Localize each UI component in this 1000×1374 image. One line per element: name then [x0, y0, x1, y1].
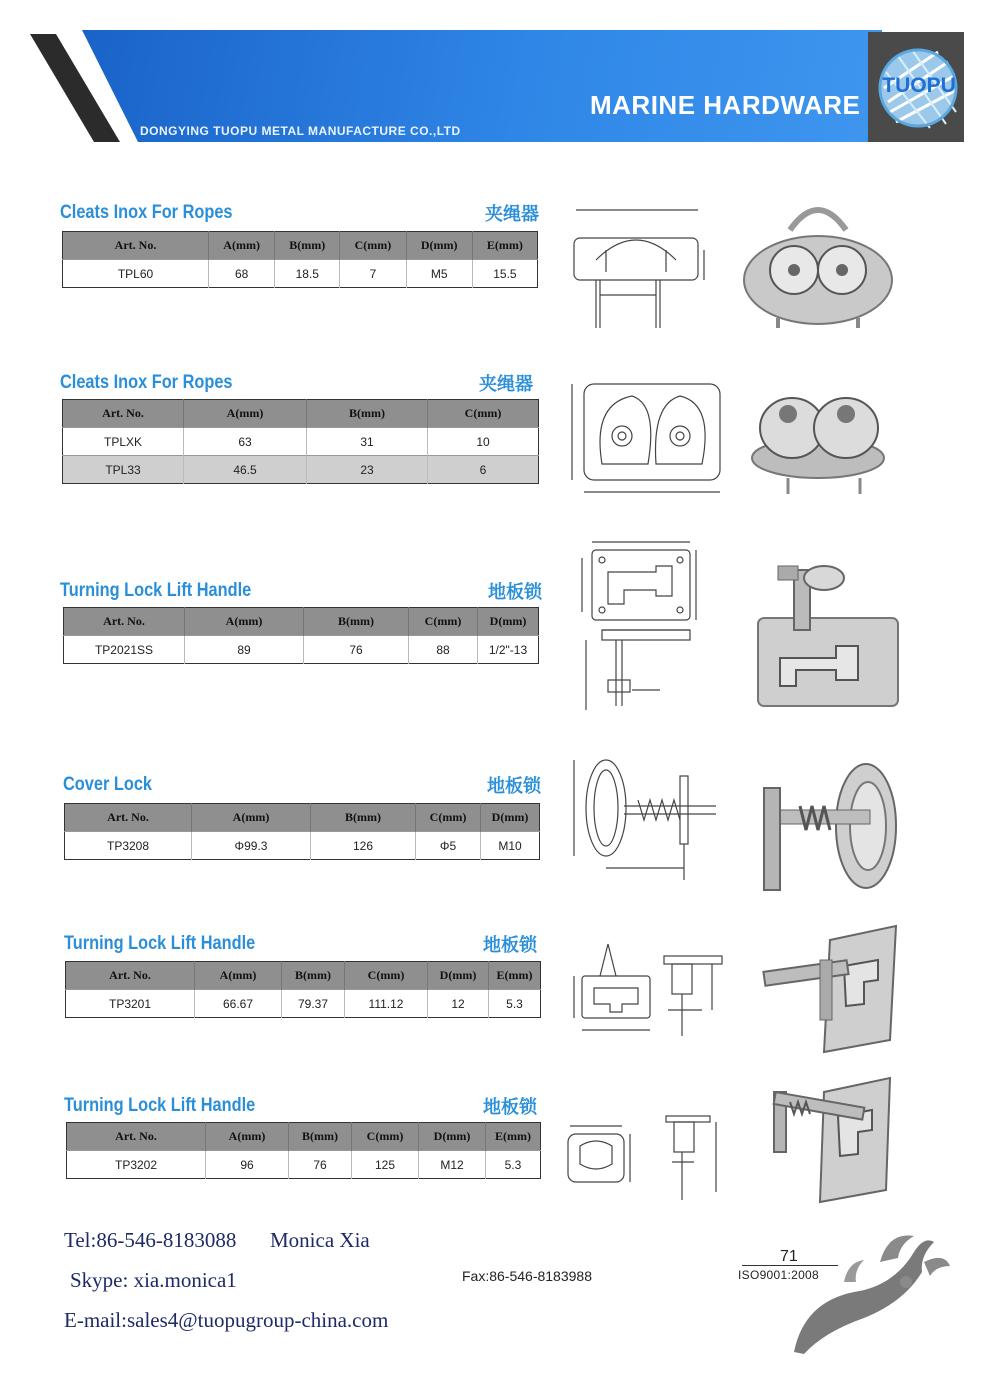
- col-header: A(mm): [184, 400, 307, 428]
- col-header: B(mm): [282, 962, 345, 990]
- col-header: C(mm): [340, 232, 406, 260]
- table-cell: 15.5: [472, 260, 537, 288]
- spec-table-4: [64, 803, 540, 860]
- section-4-title: Cover Lock: [63, 774, 152, 795]
- col-header: A(mm): [206, 1123, 289, 1151]
- col-header: C(mm): [409, 608, 478, 636]
- footer-skype: Skype: xia.monica1: [70, 1268, 237, 1292]
- table-cell: 10: [428, 428, 539, 456]
- table-cell: 126: [311, 832, 416, 860]
- table-header-row: [66, 962, 541, 990]
- table-cell: 31: [307, 428, 428, 456]
- table-row: [67, 1151, 541, 1179]
- col-header: B(mm): [304, 608, 409, 636]
- section-2-title: Cleats Inox For Ropes: [60, 372, 233, 393]
- section-3-title-cn: 地板锁: [488, 582, 542, 602]
- cleat-drawing-1: [566, 200, 716, 340]
- table-cell: 96: [206, 1151, 289, 1179]
- table-cell: 46.5: [184, 456, 307, 484]
- col-header: A(mm): [185, 608, 304, 636]
- table-cell: 5.3: [489, 990, 541, 1018]
- table-cell: 89: [185, 636, 304, 664]
- handle-photo-5: [760, 920, 910, 1060]
- table-row: [65, 832, 540, 860]
- catalog-title: MARINE HARDWARE: [590, 90, 861, 120]
- table-cell: TPLXK: [63, 428, 184, 456]
- table-row: [66, 990, 541, 1018]
- section-5-title: Turning Lock Lift Handle: [64, 933, 256, 954]
- table-row: [63, 428, 539, 456]
- col-header: B(mm): [307, 400, 428, 428]
- col-header: A(mm): [209, 232, 275, 260]
- cleat-drawing-2: [562, 374, 732, 504]
- table-cell: TP3201: [66, 990, 195, 1018]
- section-1-title: Cleats Inox For Ropes: [60, 202, 233, 223]
- decorative-swirl-icon: [784, 1222, 954, 1356]
- table-cell: M10: [481, 832, 540, 860]
- col-header: E(mm): [489, 962, 541, 990]
- footer-email: E-mail:sales4@tuopugroup-china.com: [64, 1308, 389, 1332]
- spec-table-3: [63, 607, 539, 664]
- table-cell: TP2021SS: [64, 636, 185, 664]
- col-header: D(mm): [481, 804, 540, 832]
- table-cell: 88: [409, 636, 478, 664]
- table-cell: 111.12: [345, 990, 428, 1018]
- company-name: DONGYING TUOPU METAL MANUFACTURE CO.,LTD: [140, 124, 461, 138]
- spec-table-6: [66, 1122, 541, 1179]
- table-cell: Φ99.3: [192, 832, 311, 860]
- table-cell: 63: [184, 428, 307, 456]
- table-cell: 12: [428, 990, 489, 1018]
- logo-text: TUOPU: [882, 74, 956, 97]
- handle-photo-6: [760, 1072, 910, 1206]
- table-cell: 68: [209, 260, 275, 288]
- section-2-title-cn: 夹绳器: [479, 374, 533, 394]
- spec-table-5: [65, 961, 541, 1018]
- cover-lock-drawing: [566, 756, 726, 886]
- table-cell: 18.5: [275, 260, 340, 288]
- table-cell: 66.67: [195, 990, 282, 1018]
- table-cell: 125: [352, 1151, 419, 1179]
- footer-contact: Monica Xia: [270, 1228, 370, 1252]
- table-row: [64, 636, 539, 664]
- cleat-photo-1: [738, 200, 898, 330]
- table-cell: M12: [419, 1151, 486, 1179]
- table-cell: 1/2"-13: [478, 636, 539, 664]
- handle-photo-3: [750, 560, 900, 710]
- table-header-row: [64, 608, 539, 636]
- table-cell: 79.37: [282, 990, 345, 1018]
- table-cell: 76: [289, 1151, 352, 1179]
- table-cell: TPL33: [63, 456, 184, 484]
- footer-fax: Fax:86-546-8183988: [462, 1268, 592, 1284]
- table-cell: 7: [340, 260, 406, 288]
- col-header: Art. No.: [63, 232, 209, 260]
- section-3-title: Turning Lock Lift Handle: [60, 580, 252, 601]
- col-header: C(mm): [352, 1123, 419, 1151]
- table-cell: TP3202: [67, 1151, 206, 1179]
- handle-drawing-3: [572, 530, 712, 720]
- table-header-row: [63, 232, 538, 260]
- table-cell: TPL60: [63, 260, 209, 288]
- table-cell: 5.3: [486, 1151, 541, 1179]
- col-header: B(mm): [311, 804, 416, 832]
- section-6-title: Turning Lock Lift Handle: [64, 1095, 256, 1116]
- table-cell: Φ5: [416, 832, 481, 860]
- col-header: E(mm): [486, 1123, 541, 1151]
- table-header-row: [63, 400, 539, 428]
- cleat-photo-2: [748, 384, 888, 496]
- col-header: D(mm): [406, 232, 472, 260]
- col-header: B(mm): [289, 1123, 352, 1151]
- col-header: D(mm): [478, 608, 539, 636]
- col-header: Art. No.: [66, 962, 195, 990]
- col-header: C(mm): [345, 962, 428, 990]
- handle-drawing-6: [562, 1112, 732, 1202]
- footer-tel: Tel:86-546-8183088: [64, 1228, 237, 1252]
- page-number: 71: [780, 1248, 798, 1265]
- col-header: Art. No.: [64, 608, 185, 636]
- table-cell: 76: [304, 636, 409, 664]
- table-cell: M5: [406, 260, 472, 288]
- handle-drawing-5: [560, 940, 730, 1040]
- table-cell: 23: [307, 456, 428, 484]
- col-header: Art. No.: [65, 804, 192, 832]
- cover-lock-photo: [750, 758, 910, 894]
- table-header-row: [67, 1123, 541, 1151]
- iso-certification: ISO9001:2008: [738, 1268, 819, 1282]
- section-4-title-cn: 地板锁: [487, 776, 541, 796]
- section-5-title-cn: 地板锁: [483, 935, 537, 955]
- section-6-title-cn: 地板锁: [483, 1097, 537, 1117]
- table-header-row: [65, 804, 540, 832]
- table-row: [63, 260, 538, 288]
- col-header: B(mm): [275, 232, 340, 260]
- table-cell: 6: [428, 456, 539, 484]
- col-header: C(mm): [428, 400, 539, 428]
- col-header: Art. No.: [63, 400, 184, 428]
- col-header: C(mm): [416, 804, 481, 832]
- col-header: D(mm): [419, 1123, 486, 1151]
- col-header: A(mm): [192, 804, 311, 832]
- col-header: D(mm): [428, 962, 489, 990]
- section-1-title-cn: 夹绳器: [485, 204, 539, 224]
- col-header: A(mm): [195, 962, 282, 990]
- spec-table-2: [62, 399, 539, 484]
- spec-table-1: [62, 231, 538, 288]
- col-header: E(mm): [472, 232, 537, 260]
- table-row: [63, 456, 539, 484]
- table-cell: TP3208: [65, 832, 192, 860]
- col-header: Art. No.: [67, 1123, 206, 1151]
